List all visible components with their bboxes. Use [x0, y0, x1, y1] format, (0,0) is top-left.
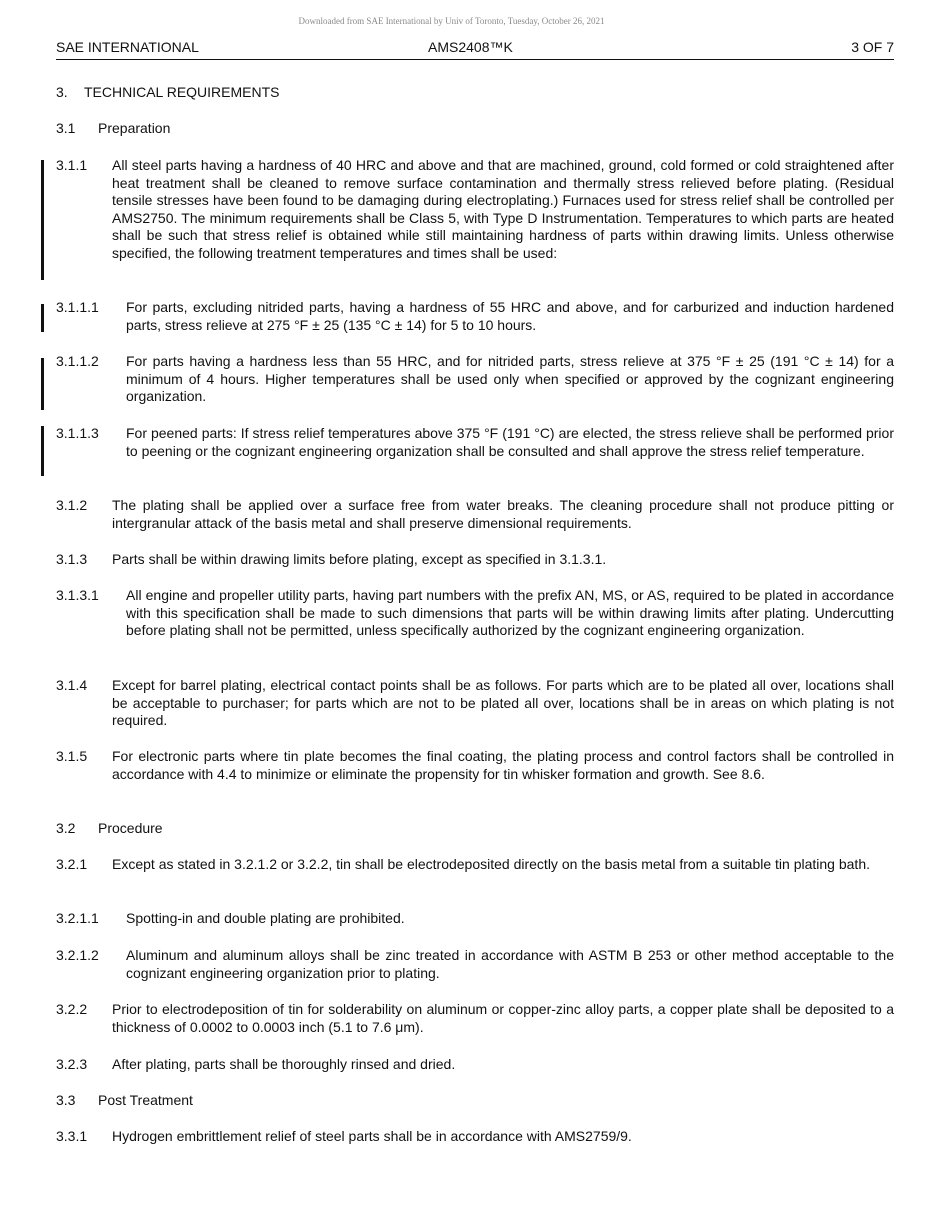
paragraph [56, 551, 894, 569]
section-number: 3.1 [56, 120, 76, 136]
paragraph-number: 3.3.1 [56, 1128, 88, 1144]
paragraph [56, 497, 894, 532]
paragraph-number: 3.1.2 [56, 497, 88, 513]
paragraph [56, 425, 894, 460]
paragraph [56, 353, 894, 406]
paragraph-text: Except for barrel plating, electrical contact points shall be as follows. For parts which are to be plated all over, locations shall be acceptable to purchaser; for parts which are not to be plated all over, locations shall be in areas on which plating is not required. [112, 677, 894, 729]
paragraph [56, 587, 894, 640]
paragraph [56, 1128, 894, 1146]
paragraph-number: 3.1.1.2 [56, 353, 99, 369]
paragraph-text: For parts, excluding nitrided parts, having a hardness of 55 HRC and above, and for carburized and induction hardened parts, stress relieve at 275 °F ± 25 (135 °C ± 14) for 5 to 10 hours. [126, 299, 894, 333]
section-number: 3.2 [56, 820, 76, 836]
paragraph-text: For electronic parts where tin plate becomes the final coating, the plating process and control factors shall be controlled in accordance with 4.4 to minimize or eliminate the propensity for tin whisker formation and growth. See 8.6. [112, 748, 894, 782]
paragraph-number: 3.2.1 [56, 856, 88, 872]
section-number: 3. [56, 84, 68, 100]
paragraph-text: Parts shall be within drawing limits before plating, except as specified in 3.1.3.1. [112, 551, 607, 567]
paragraph-text: Spotting-in and double plating are prohibited. [126, 910, 405, 926]
paragraph [56, 157, 894, 263]
paragraph-text: All engine and propeller utility parts, having part numbers with the prefix AN, MS, or AS, required to be plated in accordance with this specification shall be made to such dimensions that parts will be within drawing limits after plating. Undercutting before plating shall not be permitted, unless specifically authorized by the cognizant engineering organization. [126, 587, 894, 639]
paragraph [56, 910, 894, 928]
subsection-heading [56, 1092, 894, 1110]
paragraph-text: Prior to electrodeposition of tin for solderability on aluminum or copper-zinc alloy parts, a copper plate shall be deposited to a thickness of 0.0002 to 0.0003 inch (5.1 to 7.6 μm). [112, 1001, 894, 1035]
paragraph-number: 3.1.1.3 [56, 425, 99, 441]
paragraph-text: Hydrogen embrittlement relief of steel parts shall be in accordance with AMS2759/9. [112, 1128, 632, 1144]
section-heading [56, 84, 894, 102]
paragraph-text: After plating, parts shall be thoroughly rinsed and dried. [112, 1056, 456, 1072]
subsection-heading [56, 120, 894, 138]
section-title: TECHNICAL REQUIREMENTS [84, 84, 280, 100]
subsection-heading [56, 820, 894, 838]
section-title: Procedure [98, 820, 163, 836]
paragraph [56, 677, 894, 730]
paragraph [56, 1056, 894, 1074]
paragraph-number: 3.1.3 [56, 551, 88, 567]
download-note: Downloaded from SAE International by Univ of Toronto, Tuesday, October 26, 2021 [298, 16, 605, 26]
page-header [56, 38, 894, 60]
paragraph-number: 3.2.2 [56, 1001, 88, 1017]
paragraph-text: Aluminum and aluminum alloys shall be zinc treated in accordance with ASTM B 253 or other method acceptable to the cognizant engineering organization prior to plating. [126, 947, 894, 981]
paragraph-number: 3.2.3 [56, 1056, 88, 1072]
paragraph [56, 748, 894, 783]
paragraph-text: All steel parts having a hardness of 40 HRC and above and that are machined, ground, cold formed or cold straightened after heat treatment shall be cleaned to remove surface contamination and thermally stress relieved before plating. (Residual tensile stresses have been found to be damaging during electroplating.) Furnaces used for stress relief shall be controlled per AMS2750. The minimum requirements shall be Class 5, with Type D Instrumentation. Temperatures to which parts are heated shall be such that stress relief is obtained while still maintaining hardness of parts within drawing limits. Unless otherwise specified, the following treatment temperatures and times shall be used: [112, 157, 894, 261]
paragraph-text: The plating shall be applied over a surface free from water breaks. The cleaning procedure shall not produce pitting or intergranular attack of the basis metal and shall preserve dimensional requirements. [112, 497, 894, 531]
paragraph-text: For peened parts: If stress relief temperatures above 375 °F (191 °C) are elected, the stress relieve shall be performed prior to peening or the cognizant engineering organization shall be consulted and shall approve the stress relief temperature. [126, 425, 894, 459]
paragraph-number: 3.2.1.1 [56, 910, 99, 926]
paragraph-number: 3.1.4 [56, 677, 88, 693]
paragraph-text: Except as stated in 3.2.1.2 or 3.2.2, tin shall be electrodeposited directly on the basis metal from a suitable tin plating bath. [112, 856, 870, 872]
paragraph [56, 299, 894, 334]
paragraph [56, 856, 894, 874]
section-title: Preparation [98, 120, 171, 136]
header-organization: SAE INTERNATIONAL [56, 39, 199, 55]
paragraph-number: 3.2.1.2 [56, 947, 99, 963]
paragraph-number: 3.1.1 [56, 157, 88, 173]
paragraph-number: 3.1.5 [56, 748, 88, 764]
paragraph-number: 3.1.1.1 [56, 299, 99, 315]
header-page-number: 3 OF 7 [851, 39, 894, 55]
paragraph-number: 3.1.3.1 [56, 587, 99, 603]
paragraph-text: For parts having a hardness less than 55 HRC, and for nitrided parts, stress relieve at 375 °F ± 25 (191 °C ± 14) for a minimum of 4 hours. Higher temperatures shall be used only when specified or approved by the cognizant engineering organization. [126, 353, 894, 405]
paragraph [56, 947, 894, 982]
change-bar [41, 358, 44, 410]
paragraph [56, 1001, 894, 1036]
change-bar [41, 160, 44, 280]
section-number: 3.3 [56, 1092, 76, 1108]
change-bar [41, 426, 44, 476]
header-document-number: AMS2408™K [428, 39, 513, 55]
change-bar [41, 304, 44, 332]
section-title: Post Treatment [98, 1092, 193, 1108]
